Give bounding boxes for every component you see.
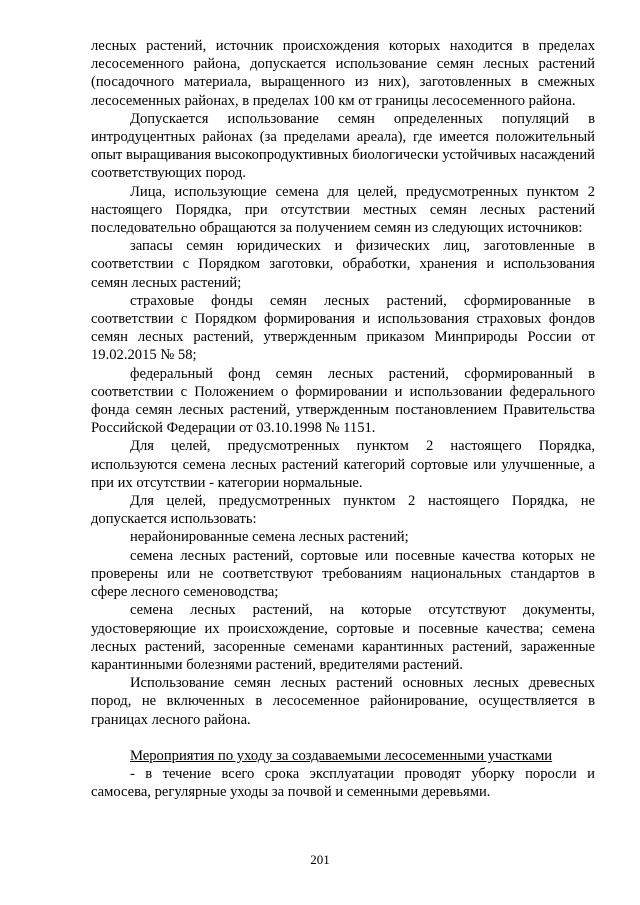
list-item-unverified: семена лесных растений, сортовые или посевные качества которых не проверены или не соответствуют требованиям национальных стандартов в сфере лесного семеноводства; (91, 547, 595, 601)
paragraph-categories: Для целей, предусмотренных пунктом 2 настоящего Порядка, используются семена лесных растений категорий сортовые или улучшенные, а при их отсутствии - категории нормальные. (91, 438, 595, 491)
section-heading-text: Мероприятия по уходу за создаваемыми лесосеменными участками (130, 747, 553, 764)
paragraph-not-allowed: Для целей, предусмотренных пунктом 2 настоящего Порядка, не допускается использовать: (91, 493, 595, 528)
list-item-insurance-funds: страховые фонды семян лесных растений, сформированные в соответствии с Порядком формирования и использования страховых фондов семян лесных растений, утвержденным приказом Минприроды России от 19.02.2015 № 58; (91, 292, 595, 364)
section-gap (91, 729, 595, 747)
paragraph-1: лесных растений, источник происхождения которых находится в пределах лесосеменного района, допускается использование семян лесных растений (посадочного материала, выращенного из них), заготовленных в смежных лесосеменных районах, в пределах 100 км от границы лесосеменного района. (91, 38, 595, 109)
list-item-reserves: запасы семян юридических и физических лиц, заготовленные в соответствии с Порядком заготовки, обработки, хранения и использования семян лесных растений; (91, 238, 595, 291)
list-item-no-documents: семена лесных растений, на которые отсутствуют документы, удостоверяющие их происхождение, сортовые и посевные качества; семена лесных растений, засоренные семенами карантинных растений, зараженные карантинными болезнями растений, вредителями растений. (91, 602, 595, 673)
section-paragraph: - в течение всего срока эксплуатации проводят уборку поросли и самосева, регулярные уходы за почвой и семенными деревьями. (91, 765, 595, 801)
paragraph-2: Допускается использование семян определенных популяций в интродуцентных районах (за пределами ареала), где имеется положительный опыт выращивания высокопродуктивных биологически устойчивых насаждений соответствующих пород. (91, 110, 595, 182)
document-body (91, 37, 595, 801)
page-number: 201 (310, 852, 330, 867)
paragraph-3: Лица, использующие семена для целей, предусмотренных пунктом 2 настоящего Порядка, при отсутствии местных семян лесных растений последовательно обращаются за получением семян из следующих источников: (91, 183, 595, 237)
list-item-unzoned: нерайонированные семена лесных растений; (130, 529, 409, 546)
paragraph-main-species: Использование семян лесных растений основных лесных древесных пород, не включенных в лесосеменное районирование, осуществляется в границах лесного района. (91, 675, 595, 728)
section-heading (91, 747, 595, 765)
list-item-federal-fund: федеральный фонд семян лесных растений, сформированный в соответствии с Положением о формировании и использовании федерального фонда семян лесных растений, утвержденным постановлением Правительства Российской Федерации от 03.10.1998 № 1151. (91, 365, 595, 437)
